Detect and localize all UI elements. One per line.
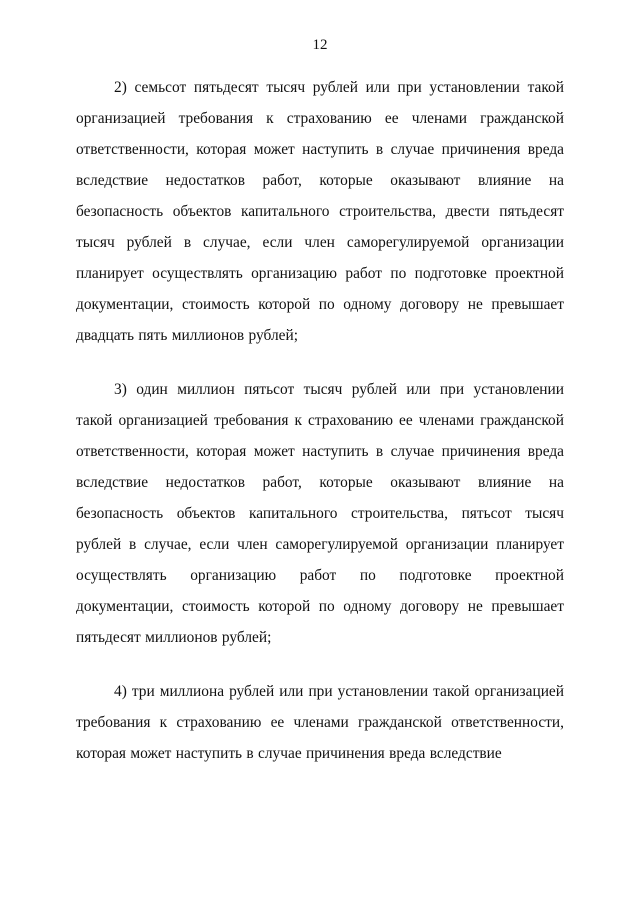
document-body: [76, 72, 564, 769]
paragraph-item-2: 2) семьсот пятьдесят тысяч рублей или при установлении такой организацией требования к страхованию ее членами гражданской ответственности, которая может наступить в случае причинения вреда вследствие недостатков работ, которые оказывают влияние на безопасность объектов капитального строительства, двести пятьдесят тысяч рублей в случае, если член саморегулируемой организации планирует осуществлять организацию работ по подготовке проектной документации, стоимость которой по одному договору не превышает двадцать пять миллионов рублей;: [76, 79, 564, 344]
paragraph-item-4: 4) три миллиона рублей или при установлении такой организацией требования к страхованию ее членами гражданской ответственности, которая может наступить в случае причинения вреда вследствие: [76, 683, 564, 762]
paragraph-item-3: 3) один миллион пятьсот тысяч рублей или при установлении такой организацией требования к страхованию ее членами гражданской ответственности, которая может наступить в случае причинения вреда вследствие недостатков работ, которые оказывают влияние на безопасность объектов капитального строительства, пятьсот тысяч рублей в случае, если член саморегулируемой организации планирует осуществлять организацию работ по подготовке проектной документации, стоимость которой по одному договору не превышает пятьдесят миллионов рублей;: [76, 381, 564, 646]
page-number: 12: [312, 37, 328, 53]
